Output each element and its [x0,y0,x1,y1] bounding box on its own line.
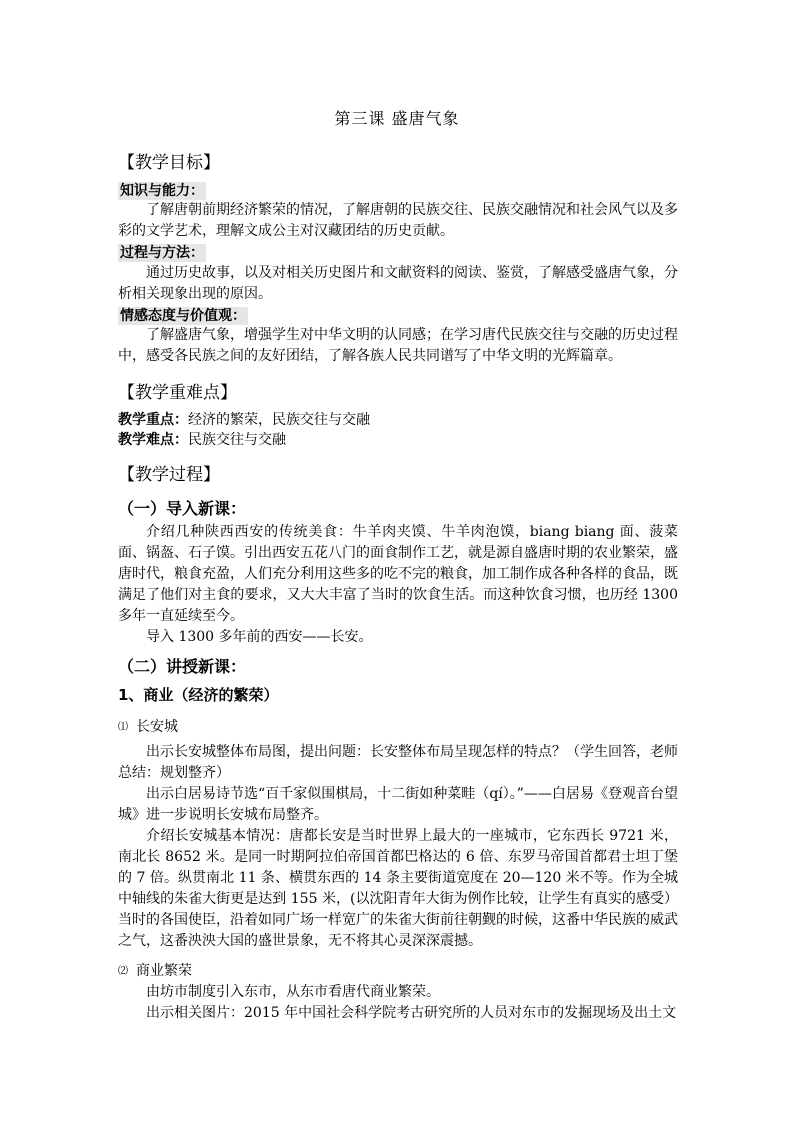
objectives-heading: 【教学目标】 [118,153,220,173]
key-point-text: 经济的繁荣，民族交往与交融 [188,412,370,428]
process-method-label: 过程与方法： [120,245,204,261]
keypoints-heading: 【教学重难点】 [118,383,237,403]
item-number: ⑵ [118,966,128,977]
difficult-point-text: 民族交往与交融 [188,432,286,448]
difficult-point-line [118,430,286,450]
item-number: ⑴ [118,722,128,733]
intro-heading: （一）导入新课： [118,499,247,518]
item-title: 商业繁荣 [136,963,192,979]
item-changan [118,716,178,736]
key-point-label: 教学重点： [118,412,188,428]
item-commerce [118,960,192,980]
key-point-line [118,410,370,430]
knowledge-label: 知识与能力： [120,183,204,199]
knowledge-text: 了解唐朝前期经济繁荣的情况，了解唐朝的民族交往、民族交融情况和社会风气以及多彩的文学艺术，理解文成公主对汉藏团结的历史贡献。 [118,202,678,239]
process-heading: 【教学过程】 [118,465,220,485]
changan-paragraph-2: 出示白居易诗节选“百千家似围棋局，十二街如种菜畦（qí）。”——白居易《登观音台望城》进一步说明长安城布局整齐。 [118,786,678,823]
intro-paragraph-2: 导入 1300 多年前的西安——长安。 [146,629,373,645]
topic-commerce: 1、商业（经济的繁荣） [118,686,279,704]
process-method-text: 通过历史故事，以及对相关历史图片和文献资料的阅读、鉴赏，了解感受盛唐气象，分析相关现象出现的原因。 [118,265,678,302]
changan-paragraph-3: 介绍长安城基本情况：唐都长安是当时世界上最大的一座城市，它东西长 9721 米，南北长 8652 米。是同一时期阿拉伯帝国首都巴格达的 6 倍、东罗马帝国首都君士坦丁堡的 7 倍。纵贯南北 11 条、横贯东西的 14 条主要街道宽度在 20—120 米不等。作为全城中轴线的朱雀大街更是达到 155 米，(以沈阳青年大街为例作比较，让学生有真实的感受）当时的各国使臣，沿着如同广场一样宽广的朱雀大街前往朝觐的时候，这番中华民族的威武之气，这番泱泱大国的盛世景象，无不将其心灵深深震撼。 [118,828,678,949]
intro-paragraph: 介绍几种陕西西安的传统美食：牛羊肉夹馍、牛羊肉泡馍，biang biang 面、菠菜面、锅盔、石子馍。引出西安五花八门的面食制作工艺，就是源自盛唐时期的农业繁荣，盛唐时代，粮食充盈，人们充分利用这些多的吃不完的粮食，加工制作成各种各样的食品，既满足了他们对主食的要求，又大大丰富了当时的饮食生活。而这种饮食习惯，也历经 1300 多年一直延续至今。 [118,524,678,624]
teach-heading: （二）讲授新课： [118,657,247,676]
emotion-label: 情感态度与价值观： [120,308,246,324]
commerce-paragraph-1: 由坊市制度引入东市，从东市看唐代商业繁荣。 [146,984,440,1000]
difficult-point-label: 教学难点： [118,432,188,448]
page-title: 第三课 盛唐气象 [334,109,460,128]
item-title: 长安城 [136,719,178,735]
commerce-paragraph-2: 出示相关图片：2015 年中国社会科学院考古研究所的人员对东市的发掘现场及出土文 [146,1005,677,1021]
emotion-text: 了解盛唐气象，增强学生对中华文明的认同感；在学习唐代民族交往与交融的历史过程中，感受各民族之间的友好团结，了解各族人民共同谱写了中华文明的光辉篇章。 [118,327,678,364]
changan-paragraph-1: 出示长安城整体布局图，提出问题：长安整体布局呈现怎样的特点？（学生回答，老师总结：规划整齐） [118,744,678,781]
